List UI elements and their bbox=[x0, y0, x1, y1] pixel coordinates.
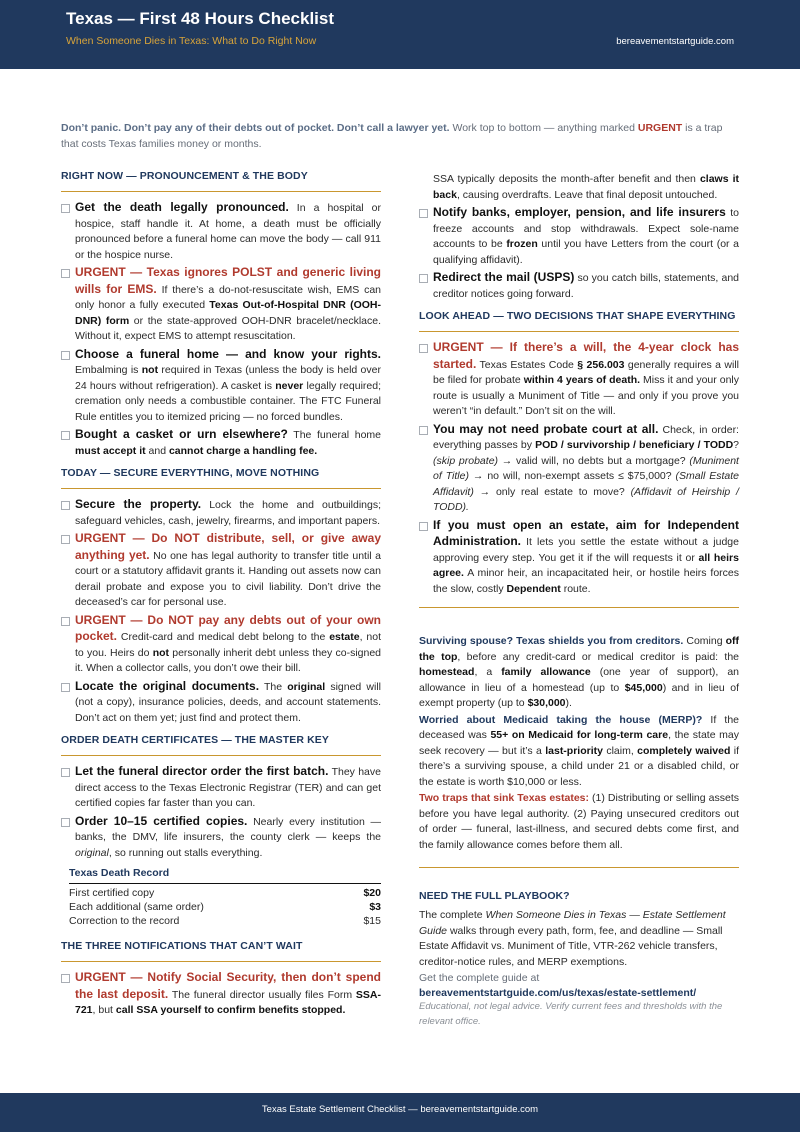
table-row: Correction to the record $15 bbox=[69, 915, 381, 927]
checklist-item: Secure the property. Lock the home and outbuildings; safeguard vehicles, cash, jewelry, firearms, and important papers. bbox=[61, 497, 381, 529]
divider bbox=[419, 607, 739, 608]
guide-link[interactable]: bereavementstartguide.com/us/texas/estate-settlement/ bbox=[419, 986, 697, 999]
checklist-item: Notify banks, employer, pension, and life insurers to freeze accounts and stop withdrawals. Expect sole-name accounts to be frozen until you have Letters from the court (or a qualifying affidavit). bbox=[419, 205, 739, 268]
section-title-notifications: THE THREE NOTIFICATIONS THAT CAN’T WAIT bbox=[61, 940, 381, 962]
medicaid-paragraph: Worried about Medicaid taking the house (MERP)? If the deceased was 55+ on Medicaid for long-term care, the state may seek recovery — but it’s a last-priority claim, completely waived if there’s a surviving spouse, a child under 21 or a disabled child, or the estate is worth $10,000 or less. bbox=[419, 713, 740, 788]
disclaimer: Educational, not legal advice. Verify current fees and thresholds with the relevant office. bbox=[419, 1000, 723, 1027]
checklist-item: URGENT — Texas ignores POLST and generic living wills for EMS. If there’s a do-not-resuscitate wish, EMS can only honor a fully executed Texas Out-of-Hospital DNR (OOH-DNR) form or the state-approved OOH-DNR bracelet/necklace. Without it, expect EMS to attempt resuscitation. bbox=[61, 265, 381, 345]
page-footer: Texas Estate Settlement Checklist — bereavementstartguide.com bbox=[0, 1093, 800, 1132]
checkbox[interactable] bbox=[61, 431, 70, 440]
checklist-item: Redirect the mail (USPS) so you catch bills, statements, and creditor notices going forward. bbox=[419, 270, 739, 302]
death-record-table bbox=[69, 883, 381, 928]
checkbox[interactable] bbox=[61, 269, 70, 278]
checkbox[interactable] bbox=[61, 204, 70, 213]
checklist-item: URGENT — Notify Social Security, then don’t spend the last deposit. The funeral director usually files Form SSA-721, but call SSA yourself to confirm benefits stopped. bbox=[61, 970, 381, 1019]
left-column bbox=[61, 170, 381, 1021]
section-title-certs: ORDER DEATH CERTIFICATES — THE MASTER KEY bbox=[61, 734, 381, 756]
intro-lead: Don’t panic. Don’t pay any of their debts out of pocket. Don’t call a lawyer yet. bbox=[61, 122, 450, 134]
table-row: Each additional (same order) $3 bbox=[69, 901, 381, 913]
checklist-item: You may not need probate court at all. Check, in order: everything passes by POD / survivorship / beneficiary / TODD? (skip probate) → valid will, no debts but a mortgage? (Muniment of Title) → no will, non-exempt assets ≤ $75,000? (Small Estate Affidavit) → only real estate to move? (Affidavit of Heirship / TODD). bbox=[419, 422, 739, 516]
checkbox[interactable] bbox=[419, 522, 428, 531]
cta-title: NEED THE FULL PLAYBOOK? bbox=[419, 890, 570, 902]
checklist-item: Get the death legally pronounced. In a hospital or hospice, staff handle it. At home, a death must be officially pronounced before a funeral home can move the body — call 911 or the hospice nurse. bbox=[61, 200, 381, 263]
right-column bbox=[419, 172, 739, 1029]
checklist-item-continued: SSA typically deposits the month-after benefit and then claws it back, causing overdrafts. Leave that final deposit untouched. bbox=[433, 173, 739, 201]
intro-paragraph bbox=[61, 120, 741, 152]
checkbox[interactable] bbox=[61, 351, 70, 360]
checkbox[interactable] bbox=[61, 617, 70, 626]
traps-paragraph: Two traps that sink Texas estates: (1) Distributing or selling assets before you have legal authority. (2) Paying unsecured creditors out of order — funeral, last-illness, and secured debts come first, and the family allowance comes before them all. bbox=[419, 792, 739, 851]
checkbox[interactable] bbox=[61, 501, 70, 510]
checklist-item: Bought a casket or urn elsewhere? The funeral home must accept it and cannot charge a handling fee. bbox=[61, 427, 381, 459]
cta-paragraph: The complete When Someone Dies in Texas — Estate Settlement Guide walks through every path, form, fee, and deadline — Small Estate Affidavit vs. Muniment of Title, VTR-262 vehicle transfers, creditor-notice rules, and MERP exemptions. bbox=[419, 909, 726, 968]
section-title-look-ahead: LOOK AHEAD — TWO DECISIONS THAT SHAPE EVERYTHING bbox=[419, 310, 739, 332]
site-link[interactable]: bereavementstartguide.com bbox=[616, 36, 734, 47]
cta-get-text: Get the complete guide at bbox=[419, 972, 540, 984]
checklist-item: If you must open an estate, aim for Independent Administration. It lets you settle the estate without a judge approving every step. You get it if the will requests it or all heirs agree. A minor heir, an incapacitated heir, or hostile heirs forces the slow, costly Dependent route. bbox=[419, 518, 739, 598]
checklist-item: Let the funeral director order the first batch. They have direct access to the Texas Electronic Registrar (TER) and can get certified copies far faster than you can. bbox=[61, 764, 381, 812]
checkbox[interactable] bbox=[61, 535, 70, 544]
checkbox[interactable] bbox=[419, 344, 428, 353]
section-title-right-now: RIGHT NOW — PRONOUNCEMENT & THE BODY bbox=[61, 170, 381, 192]
section-title-today: TODAY — SECURE EVERYTHING, MOVE NOTHING bbox=[61, 467, 381, 489]
checkbox[interactable] bbox=[419, 274, 428, 283]
intro-urgent-word: URGENT bbox=[637, 122, 683, 134]
divider bbox=[419, 867, 739, 868]
checklist-item: Locate the original documents. The original signed will (not a copy), insurance policies, deeds, and account statements. Don’t act on them yet; just find and protect them. bbox=[61, 679, 381, 727]
spouse-paragraph: Surviving spouse? Texas shields you from creditors. Coming off the top, before any credit-card or medical creditor is paid: the homestead, a family allowance (one year of support), an allowance in lieu of a homestead (up to $45,000) and in lieu of exempt property (up to $30,000). bbox=[419, 635, 740, 709]
page-subtitle: When Someone Dies in Texas: What to Do Right Now bbox=[66, 35, 317, 47]
checklist-item: Choose a funeral home — and know your rights. Embalming is not required in Texas (unless the body is held over 24 hours without refrigeration). A casket is never legally required; cremation only needs a combustible container. The FTC Funeral Rule entitles you to itemized pricing — no forced bundles. bbox=[61, 347, 381, 426]
checklist-item: URGENT — If there’s a will, the 4-year clock has started. Texas Estates Code § 256.003 generally requires a will be filed for probate within 4 years of death. Miss it and your only route is usually a Muniment of Title — and only if you prove you weren’t “in default.” Don’t sit on the will. bbox=[419, 340, 739, 420]
table-row: First certified copy $20 bbox=[69, 884, 381, 901]
checklist-item: URGENT — Do NOT distribute, sell, or give away anything yet. No one has legal authority to transfer title until a court or a statutory affidavit grants it. Handing out assets now can derail probate and expose you to civil liability. Don’t drive the deceased’s car for personal use. bbox=[61, 531, 381, 611]
checkbox[interactable] bbox=[61, 683, 70, 692]
checklist-item: URGENT — Do NOT pay any debts out of your own pocket. Credit-card and medical debt belong to the estate, not to you. Heirs do not personally inherit debt unless they co-signed it. When a collector calls, you don’t owe their bill. bbox=[61, 613, 381, 677]
death-record-title: Texas Death Record bbox=[69, 867, 170, 879]
checkbox[interactable] bbox=[61, 768, 70, 777]
intro-text-after: is a trap that costs Texas families money or months. bbox=[61, 122, 723, 150]
checkbox[interactable] bbox=[61, 818, 70, 827]
checkbox[interactable] bbox=[61, 974, 70, 983]
checklist-item: Order 10–15 certified copies. Nearly every institution — banks, the DMV, life insurers, the county clerk — keeps the original, so running out stalls everything. bbox=[61, 814, 381, 862]
checkbox[interactable] bbox=[419, 426, 428, 435]
page-title: Texas — First 48 Hours Checklist bbox=[66, 9, 335, 28]
page-header bbox=[0, 0, 800, 69]
intro-text-before: Work top to bottom — anything marked bbox=[449, 122, 638, 134]
checkbox[interactable] bbox=[419, 209, 428, 218]
